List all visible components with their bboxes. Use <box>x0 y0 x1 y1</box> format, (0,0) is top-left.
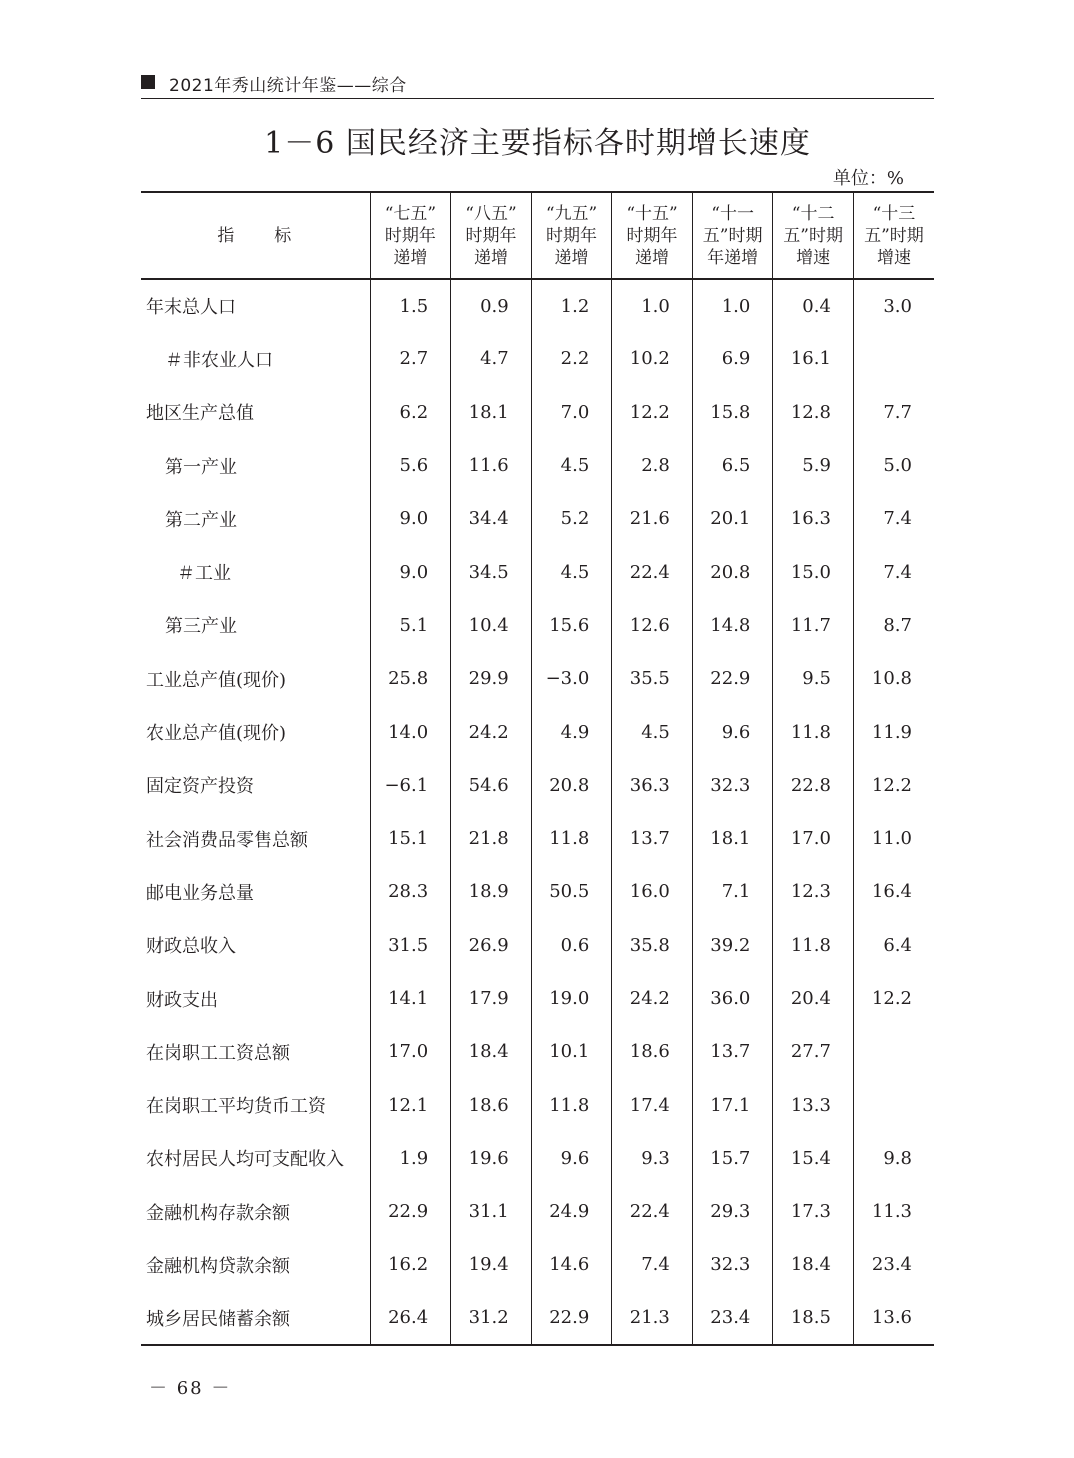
value-cell: 7.1 <box>692 865 773 918</box>
value-cell: 15.4 <box>773 1132 854 1185</box>
period-column-header <box>692 192 773 279</box>
value-cell: 16.4 <box>853 865 934 918</box>
table-row <box>141 1238 934 1291</box>
value-cell: 18.4 <box>773 1238 854 1291</box>
value-cell: 21.6 <box>612 492 693 545</box>
table-header-row <box>141 192 934 279</box>
value-cell: 26.9 <box>451 919 532 972</box>
value-cell: 19.4 <box>451 1238 532 1291</box>
value-cell: 18.1 <box>451 386 532 439</box>
table-row <box>141 1132 934 1185</box>
value-cell: 7.7 <box>853 386 934 439</box>
value-cell: 9.6 <box>531 1132 612 1185</box>
value-cell: 25.8 <box>370 652 451 705</box>
value-cell: 34.4 <box>451 492 532 545</box>
value-cell: 10.4 <box>451 599 532 652</box>
value-cell: 17.0 <box>370 1025 451 1078</box>
value-cell: 36.0 <box>692 972 773 1025</box>
indicator-name: 财政支出 <box>146 989 218 1011</box>
table-row <box>141 812 934 865</box>
value-cell: 15.1 <box>370 812 451 865</box>
value-cell: 6.2 <box>370 386 451 439</box>
column-header-line: 五”时期 <box>783 225 843 246</box>
value-cell: 5.2 <box>531 492 612 545</box>
value-cell: 1.0 <box>692 279 773 332</box>
value-cell: 22.9 <box>531 1292 612 1345</box>
value-cell: 11.0 <box>853 812 934 865</box>
indicator-column-header: 指 标 <box>141 192 370 279</box>
column-header-line: 递增 <box>473 247 508 268</box>
value-cell: 2.2 <box>531 332 612 385</box>
value-cell: 20.1 <box>692 492 773 545</box>
value-cell: 2.7 <box>370 332 451 385</box>
table-row <box>141 1078 934 1131</box>
value-cell: 21.8 <box>451 812 532 865</box>
page-title: 1－6 国民经济主要指标各时期增长速度 <box>264 126 811 161</box>
value-cell: 23.4 <box>853 1238 934 1291</box>
indicator-name: 第一产业 <box>165 456 237 478</box>
table-row <box>141 972 934 1025</box>
indicator-name: 在岗职工工资总额 <box>146 1042 290 1064</box>
value-cell: 23.4 <box>692 1292 773 1345</box>
table-row <box>141 545 934 598</box>
value-cell: 24.9 <box>531 1185 612 1238</box>
value-cell: 12.1 <box>370 1078 451 1131</box>
value-cell: 28.3 <box>370 865 451 918</box>
value-cell: 15.7 <box>692 1132 773 1185</box>
value-cell: 18.5 <box>773 1292 854 1345</box>
period-column-header <box>853 192 934 279</box>
indicator-name: 在岗职工平均货币工资 <box>146 1096 326 1118</box>
indicator-name: 固定资产投资 <box>146 776 254 798</box>
value-cell: 4.5 <box>531 545 612 598</box>
value-cell: 9.6 <box>692 705 773 758</box>
table-row <box>141 492 934 545</box>
value-cell: 18.9 <box>451 865 532 918</box>
column-header-line: 递增 <box>635 247 670 268</box>
value-cell: 21.3 <box>612 1292 693 1345</box>
value-cell: 0.4 <box>773 279 854 332</box>
value-cell: 18.6 <box>451 1078 532 1131</box>
value-cell: 29.3 <box>692 1185 773 1238</box>
column-header-line: 时期年 <box>626 225 678 246</box>
value-cell: 31.5 <box>370 919 451 972</box>
value-cell: 17.4 <box>612 1078 693 1131</box>
column-header-line: 增速 <box>876 247 911 268</box>
value-cell: 9.8 <box>853 1132 934 1185</box>
table-row <box>141 279 934 332</box>
value-cell: 17.3 <box>773 1185 854 1238</box>
indicator-name: 农村居民人均可支配收入 <box>146 1149 344 1171</box>
value-cell: 1.2 <box>531 279 612 332</box>
value-cell: 3.0 <box>853 279 934 332</box>
table-row <box>141 599 934 652</box>
indicator-name: 邮电业务总量 <box>146 882 254 904</box>
value-cell: 31.2 <box>451 1292 532 1345</box>
column-header-line: 递增 <box>393 247 428 268</box>
value-cell: 34.5 <box>451 545 532 598</box>
value-cell: 31.1 <box>451 1185 532 1238</box>
value-cell: 10.1 <box>531 1025 612 1078</box>
value-cell: 14.0 <box>370 705 451 758</box>
value-cell: 14.6 <box>531 1238 612 1291</box>
value-cell: 39.2 <box>692 919 773 972</box>
column-header-line: 时期年 <box>465 225 517 246</box>
table-row <box>141 865 934 918</box>
column-header-line: “十三 <box>872 203 916 224</box>
period-column-header <box>612 192 693 279</box>
value-cell: 17.9 <box>451 972 532 1025</box>
value-cell: 10.2 <box>612 332 693 385</box>
value-cell: 9.0 <box>370 492 451 545</box>
value-cell: −3.0 <box>531 652 612 705</box>
value-cell: 12.3 <box>773 865 854 918</box>
table-row <box>141 705 934 758</box>
value-cell: 11.8 <box>773 919 854 972</box>
table-body <box>141 279 934 1345</box>
value-cell: 15.0 <box>773 545 854 598</box>
value-cell: 13.7 <box>612 812 693 865</box>
value-cell: 32.3 <box>692 759 773 812</box>
value-cell: 1.9 <box>370 1132 451 1185</box>
indicator-name: 金融机构贷款余额 <box>146 1255 290 1277</box>
indicator-name: 第三产业 <box>165 616 237 638</box>
value-cell: 4.5 <box>612 705 693 758</box>
running-header <box>141 70 934 99</box>
unit-label: 单位：% <box>832 168 904 189</box>
value-cell: 22.9 <box>370 1185 451 1238</box>
value-cell: 0.6 <box>531 919 612 972</box>
value-cell: 16.2 <box>370 1238 451 1291</box>
indicator-name: ＃非农业人口 <box>165 349 273 371</box>
indicator-name: 城乡居民储蓄余额 <box>141 1292 370 1345</box>
value-cell: 19.0 <box>531 972 612 1025</box>
value-cell: 9.3 <box>612 1132 693 1185</box>
value-cell: 11.3 <box>853 1185 934 1238</box>
value-cell: 13.6 <box>853 1292 934 1345</box>
value-cell: 14.1 <box>370 972 451 1025</box>
value-cell: 7.4 <box>853 492 934 545</box>
indicator-name: 金融机构存款余额 <box>146 1202 290 1224</box>
column-header-line: 时期年 <box>546 225 597 246</box>
table-row <box>141 1025 934 1078</box>
table-row <box>141 1292 934 1345</box>
value-cell: 4.5 <box>531 439 612 492</box>
value-cell <box>853 1025 934 1078</box>
value-cell: 22.8 <box>773 759 854 812</box>
period-column-header <box>773 192 854 279</box>
value-cell: 36.3 <box>612 759 693 812</box>
value-cell: 4.9 <box>531 705 612 758</box>
column-header-line: “九五” <box>545 203 598 224</box>
value-cell: 18.6 <box>612 1025 693 1078</box>
value-cell: 5.1 <box>370 599 451 652</box>
value-cell: 5.0 <box>853 439 934 492</box>
value-cell: 32.3 <box>692 1238 773 1291</box>
value-cell: 20.4 <box>773 972 854 1025</box>
value-cell: 24.2 <box>451 705 532 758</box>
value-cell: 9.5 <box>773 652 854 705</box>
value-cell: 22.4 <box>612 1185 693 1238</box>
header-square-icon <box>141 75 155 89</box>
value-cell <box>853 332 934 385</box>
value-cell: 26.4 <box>370 1292 451 1345</box>
indicator-name: 社会消费品零售总额 <box>146 829 308 851</box>
value-cell: 35.8 <box>612 919 693 972</box>
table-row <box>141 332 934 385</box>
indicator-name: 年末总人口 <box>146 297 236 319</box>
period-column-header <box>531 192 612 279</box>
value-cell: 6.4 <box>853 919 934 972</box>
value-cell: 9.0 <box>370 545 451 598</box>
value-cell: 18.4 <box>451 1025 532 1078</box>
value-cell: 12.2 <box>612 386 693 439</box>
value-cell: 27.7 <box>773 1025 854 1078</box>
indicator-name: 农业总产值(现价) <box>146 723 287 745</box>
table-row <box>141 439 934 492</box>
column-header-line: “十五” <box>626 203 678 224</box>
page-number: － 68 － <box>149 1378 232 1399</box>
table-row <box>141 386 934 439</box>
value-cell: 4.7 <box>451 332 532 385</box>
column-header-line: “八五” <box>465 203 517 224</box>
value-cell: 17.0 <box>773 812 854 865</box>
table-row <box>141 652 934 705</box>
column-header-line: “七五” <box>384 203 437 224</box>
column-header-line: 五”时期 <box>702 225 763 246</box>
value-cell: 35.5 <box>612 652 693 705</box>
value-cell: 11.8 <box>773 705 854 758</box>
value-cell: 15.8 <box>692 386 773 439</box>
value-cell: 11.9 <box>853 705 934 758</box>
value-cell: 12.6 <box>612 599 693 652</box>
value-cell: 13.7 <box>692 1025 773 1078</box>
value-cell: 12.2 <box>853 759 934 812</box>
value-cell: 12.8 <box>773 386 854 439</box>
value-cell: 19.6 <box>451 1132 532 1185</box>
value-cell: 1.5 <box>370 279 451 332</box>
value-cell: 22.4 <box>612 545 693 598</box>
value-cell: 29.9 <box>451 652 532 705</box>
value-cell: 18.1 <box>692 812 773 865</box>
value-cell: 20.8 <box>531 759 612 812</box>
indicator-name: 地区生产总值 <box>146 403 254 425</box>
indicator-name: 财政总收入 <box>146 936 236 958</box>
column-header-line: 年递增 <box>707 247 759 268</box>
value-cell: 5.6 <box>370 439 451 492</box>
value-cell: 22.9 <box>692 652 773 705</box>
value-cell: 16.3 <box>773 492 854 545</box>
value-cell: 2.8 <box>612 439 693 492</box>
column-header-line: 五”时期 <box>864 225 924 246</box>
value-cell: 16.1 <box>773 332 854 385</box>
column-header-line: 递增 <box>554 247 589 268</box>
value-cell: 24.2 <box>612 972 693 1025</box>
value-cell: 5.9 <box>773 439 854 492</box>
value-cell: −6.1 <box>370 759 451 812</box>
value-cell: 7.4 <box>853 545 934 598</box>
value-cell: 16.0 <box>612 865 693 918</box>
value-cell: 20.8 <box>692 545 773 598</box>
value-cell: 10.8 <box>853 652 934 705</box>
value-cell: 11.6 <box>451 439 532 492</box>
value-cell: 7.4 <box>612 1238 693 1291</box>
value-cell <box>853 1078 934 1131</box>
value-cell: 1.0 <box>612 279 693 332</box>
header-title: 2021年秀山统计年鉴——综合 <box>169 76 407 96</box>
column-header-line: 时期年 <box>384 225 436 246</box>
period-column-header <box>370 192 451 279</box>
value-cell: 11.8 <box>531 1078 612 1131</box>
value-cell: 6.9 <box>692 332 773 385</box>
indicator-table <box>141 191 934 1346</box>
value-cell: 15.6 <box>531 599 612 652</box>
table-row <box>141 759 934 812</box>
value-cell: 17.1 <box>692 1078 773 1131</box>
value-cell: 13.3 <box>773 1078 854 1131</box>
value-cell: 14.8 <box>692 599 773 652</box>
value-cell: 11.7 <box>773 599 854 652</box>
column-header-line: 增速 <box>796 247 831 268</box>
value-cell: 7.0 <box>531 386 612 439</box>
indicator-name: 第二产业 <box>165 509 237 531</box>
column-header-line: “十一 <box>711 203 754 224</box>
value-cell: 11.8 <box>531 812 612 865</box>
value-cell: 6.5 <box>692 439 773 492</box>
value-cell: 50.5 <box>531 865 612 918</box>
indicator-name: 工业总产值(现价) <box>146 669 287 691</box>
table-row <box>141 1185 934 1238</box>
column-header-line: “十二 <box>791 203 835 224</box>
indicator-name: ＃工业 <box>177 563 231 585</box>
table-row <box>141 919 934 972</box>
value-cell: 0.9 <box>451 279 532 332</box>
value-cell: 8.7 <box>853 599 934 652</box>
period-column-header <box>451 192 532 279</box>
value-cell: 12.2 <box>853 972 934 1025</box>
value-cell: 54.6 <box>451 759 532 812</box>
